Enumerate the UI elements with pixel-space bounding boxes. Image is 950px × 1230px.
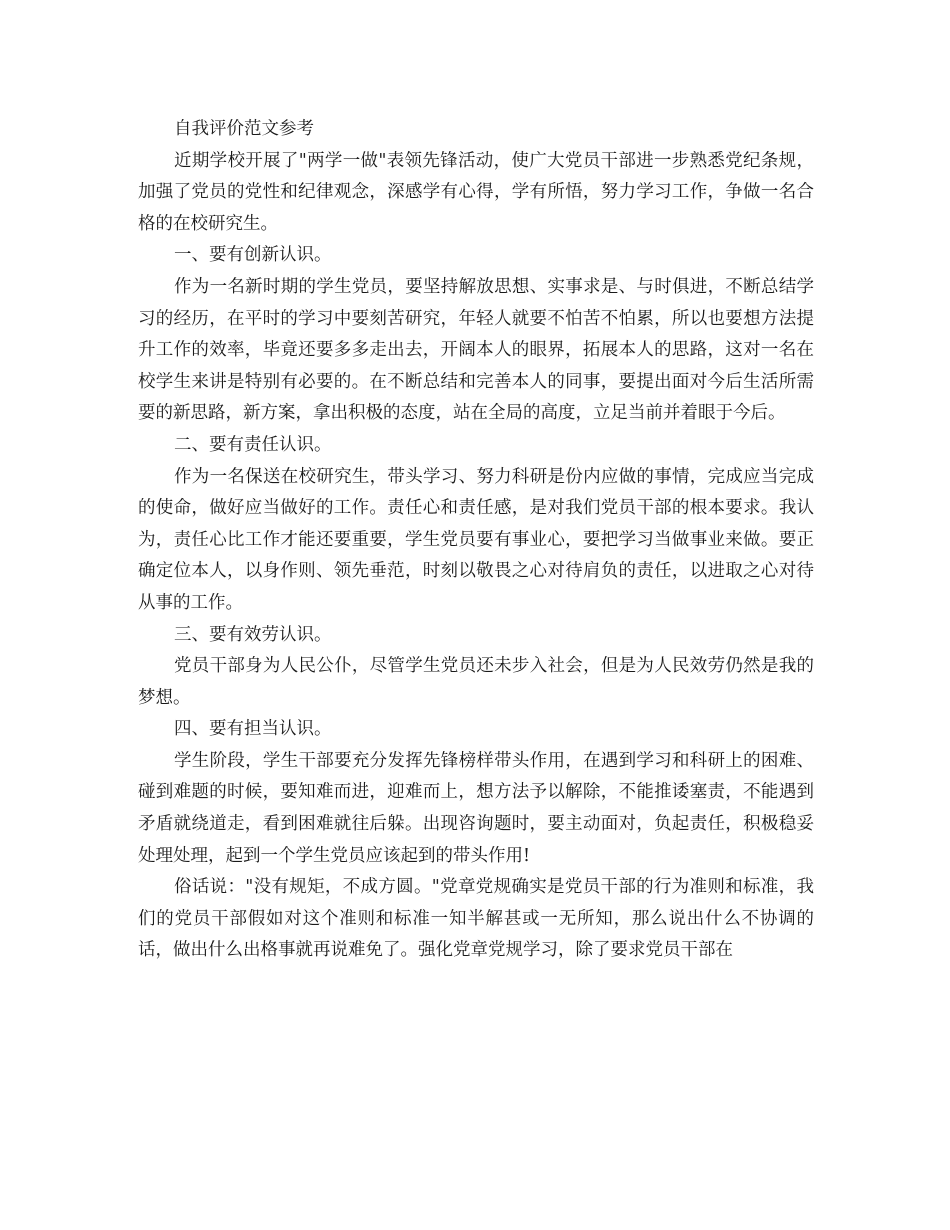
section-heading-1: 一、要有创新认识。	[174, 245, 332, 266]
paragraph-section-2: 作为一名保送在校研究生，带头学习、努力科研是份内应做的事情，完成应当完成的使命，做好应当做好的工作。责任心和责任感，是对我们党员干部的根本要求。我认为，责任心比工作才能还要重要，学生党员要有事业心，要把学习当做事业来做。要正确定位本人，以身作则、领先垂范，时刻以敬畏之心对待肩负的责任，以进取之心对待从事的工作。	[138, 466, 814, 613]
paragraph-conclusion: 俗话说："没有规矩，不成方圆。"党章党规确实是党员干部的行为准则和标准，我们的党员干部假如对这个准则和标准一知半解甚或一无所知，那么说出什么不协调的话，做出什么出格事就再说难免了。强化党章党规学习，除了要求党员干部在	[138, 877, 814, 961]
paragraph-intro: 近期学校开展了"两学一做"表领先锋活动，使广大党员干部进一步熟悉党纪条规，加强了党员的党性和纪律观念，深感学有心得，学有所悟，努力学习工作，争做一名合格的在校研究生。	[138, 150, 814, 234]
document-body	[138, 114, 814, 967]
section-heading-4: 四、要有担当认识。	[174, 719, 332, 740]
section-heading-3: 三、要有效劳认识。	[174, 624, 332, 645]
paragraph-section-4: 学生阶段，学生干部要充分发挥先锋榜样带头作用，在遇到学习和科研上的困难、碰到难题的时候，要知难而进，迎难而上，想方法予以解除，不能推诿塞责，不能遇到矛盾就绕道走，看到困难就往后躲。出现咨询题时，要主动面对，负起责任，积极稳妥处理处理，起到一个学生党员应该起到的带头作用!	[138, 750, 814, 866]
section-heading-2: 二、要有责任认识。	[174, 434, 332, 455]
paragraph-section-1: 作为一名新时期的学生党员，要坚持解放思想、实事求是、与时俱进，不断总结学习的经历，在平时的学习中要刻苦研究，年轻人就要不怕苦不怕累，所以也要想方法提升工作的效率，毕竟还要多多走出去，开阔本人的眼界，拓展本人的思路，这对一名在校学生来讲是特别有必要的。在不断总结和完善本人的同事，要提出面对今后生活所需要的新思路，新方案，拿出积极的态度，站在全局的高度，立足当前并着眼于今后。	[138, 276, 814, 424]
document-title: 自我评价范文参考	[174, 119, 314, 139]
paragraph-section-3: 党员干部身为人民公仆，尽管学生党员还未步入社会，但是为人民效劳仍然是我的梦想。	[138, 656, 814, 708]
